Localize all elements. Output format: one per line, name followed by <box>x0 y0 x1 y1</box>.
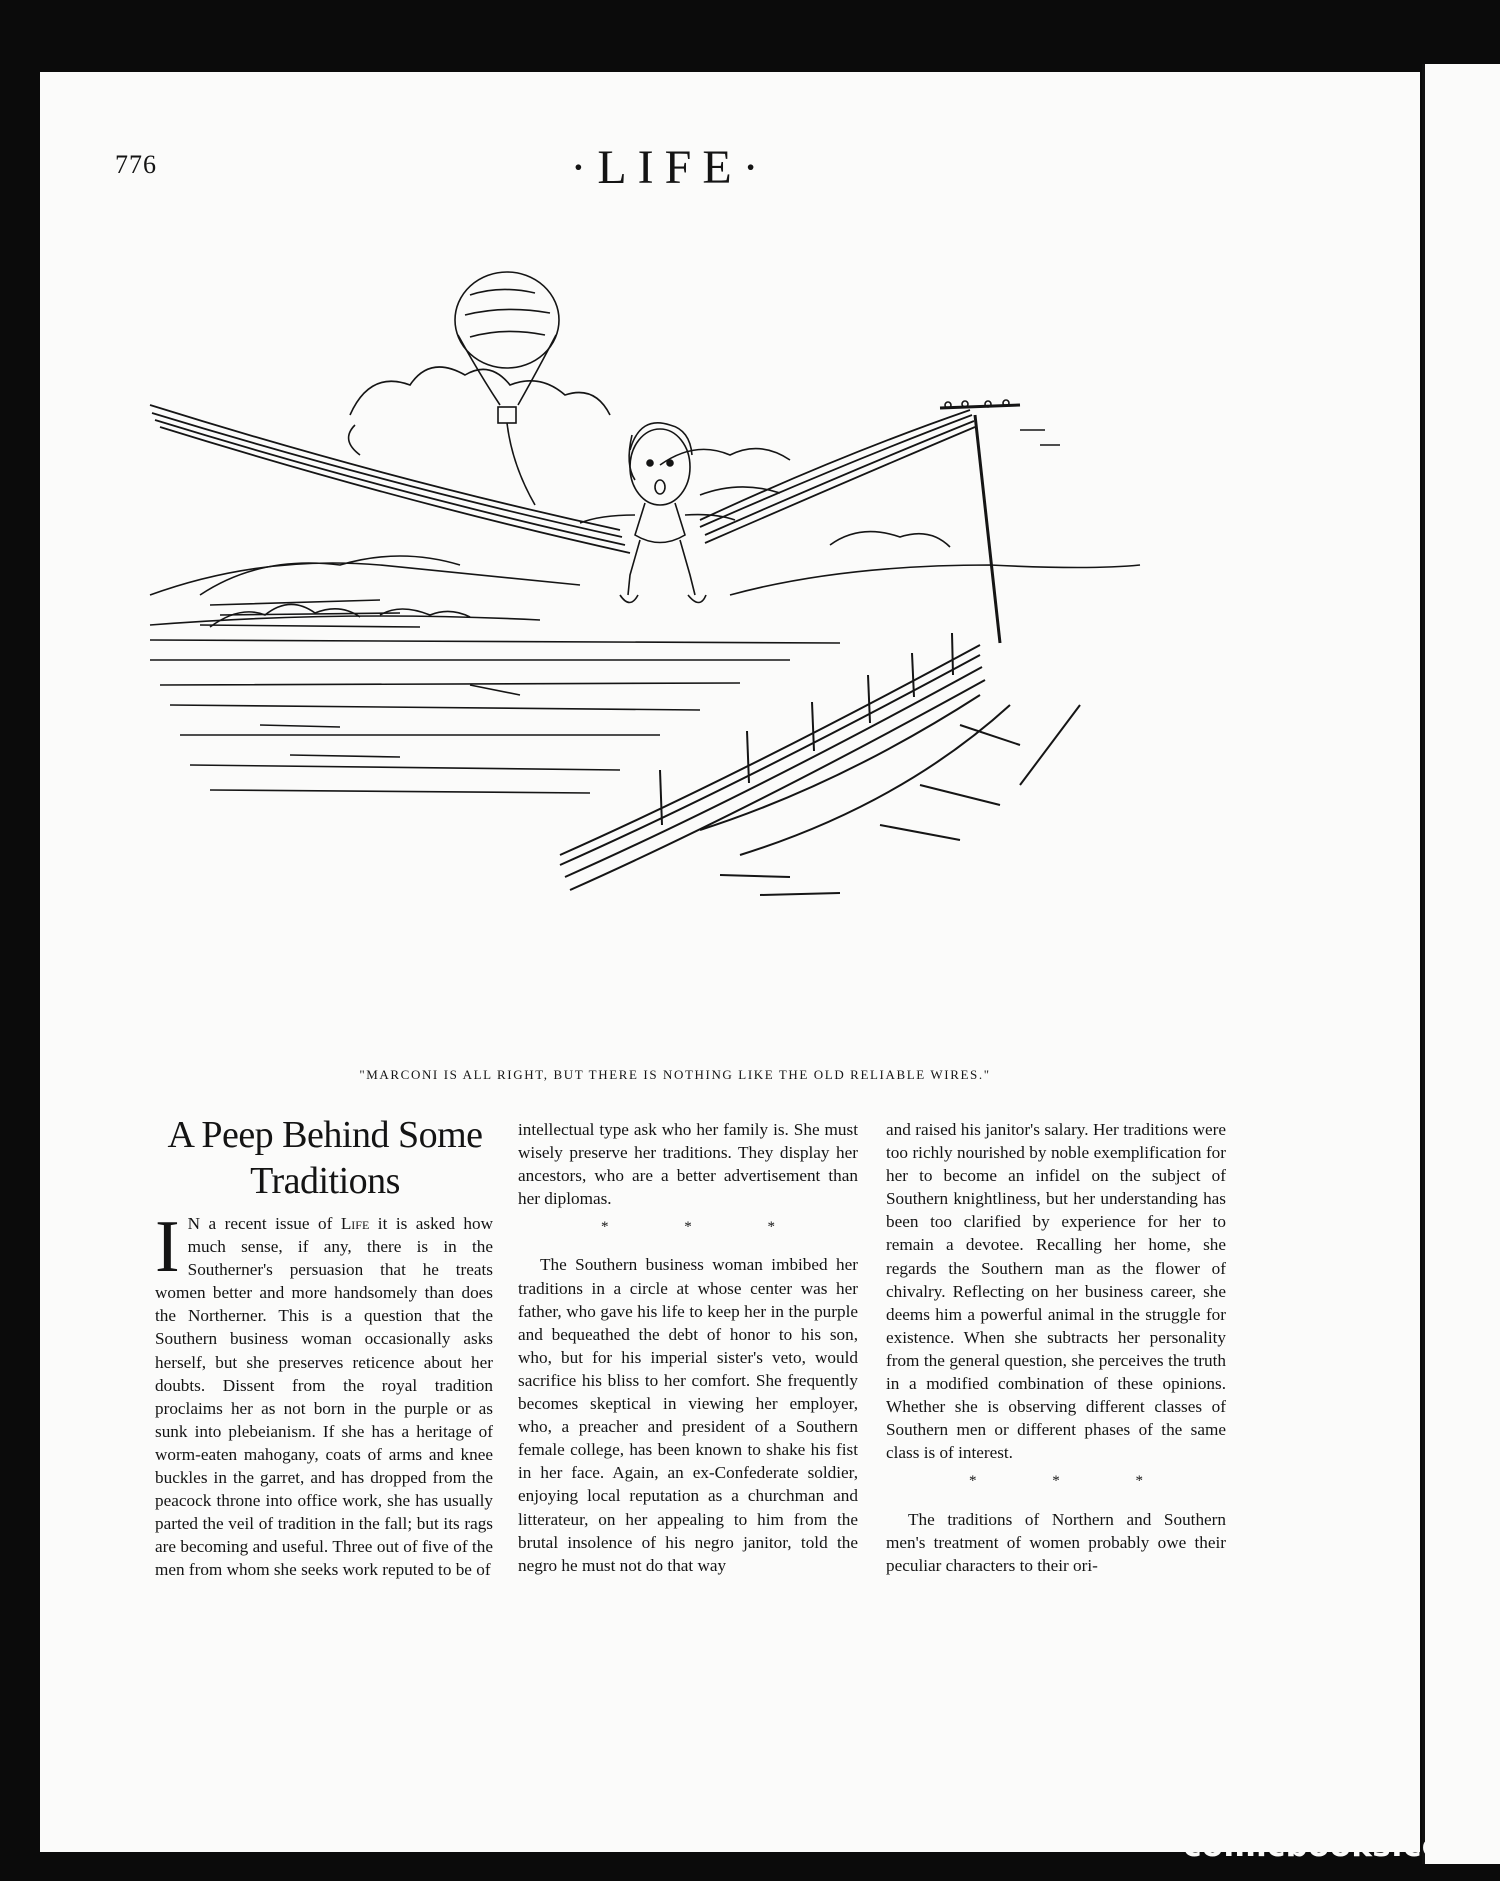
landscape-drawing <box>150 563 1140 793</box>
article-paragraph: intellectual type ask who her family is. She must wisely preserve her traditions. They display her ancestors, who are a better advertisement than her diplomas. <box>518 1120 858 1209</box>
article-paragraph: and raised his janitor's salary. Her traditions were too richly nourished by noble exemplification for her to become an infidel on the subject of Southern knightliness, but her understanding has been too clarified by experience for her to remain a devotee. Recalling her home, she regards the Southern man as the flower of chivalry. Reflecting on her business career, she deems him a powerful animal in the struggle for existence. When she subtracts her personality from the general question, she perceives the truth in a modified combination of these opinions. Whether she is observing different classes of Southern men or different phases of the same class is of interest. <box>886 1120 1226 1463</box>
clouds-drawing <box>200 367 1060 627</box>
site-watermark: comicbooks.com <box>1183 1828 1476 1864</box>
masthead-title: ·LIFE· <box>570 141 770 194</box>
balloon-drawing <box>455 272 559 505</box>
adjacent-page-edge <box>1422 64 1500 1864</box>
fence-drawing <box>560 633 1080 895</box>
telegraph-wires <box>150 405 975 553</box>
article-paragraph: The traditions of Northern and Southern men's treatment of women probably owe their peculiar characters to their ori- <box>886 1509 1226 1575</box>
cartoon-illustration <box>140 265 1210 1065</box>
article-headline: A Peep Behind Some Traditions <box>167 1114 483 1202</box>
article-paragraph <box>155 1206 494 1582</box>
article-column-2 <box>518 1118 858 1577</box>
text-run: N a recent issue of <box>187 1214 341 1233</box>
article-paragraph: The Southern business woman imbibed her traditions in a circle at whose center was her father, who gave his life to keep her in the purple and bequeathed the debt of honor to his son, who, but for his imperial sister's veto, would sacrifice his bliss to her comfort. She frequently becomes skeptical in viewing her employer, who, a preacher and president of a Southern female college, has been known to shake his fist in her face. Again, an ex-Confederate soldier, enjoying local reputation as a churchman and litterateur, on her appealing to him from the brutal insolence of his negro janitor, told the negro he must not do that way <box>518 1255 858 1575</box>
article-column-1 <box>155 1206 494 1582</box>
text-run: it is asked how much sense, if any, there is in the Southerner's persuasion that he treats women better and more handsomely than does the Northerner. This is a question that the Southern business woman occasionally asks herself, but she preserves reticence about her doubts. Dissent from the royal tradition proclaims her as not born in the purple or as sunk into plebeianism. If she has a heritage of worm-eaten mahogany, coats of arms and knee buckles in the garret, and has dropped from the peacock throne into office work, she has usually parted the veil of tradition in the fall; but its rags are becoming and useful. Three out of five of the men from whom she seeks work reputed to be of <box>155 1214 494 1580</box>
article-column-3 <box>886 1118 1226 1577</box>
magazine-name-inline: Life <box>340 1214 370 1233</box>
section-divider: * * * <box>601 1219 811 1236</box>
illustration-caption: "MARCONI IS ALL RIGHT, BUT THERE IS NOTHING LIKE THE OLD RELIABLE WIRES." <box>359 1067 991 1082</box>
section-divider: * * * <box>969 1473 1179 1490</box>
page-number: 776 <box>115 150 157 179</box>
drop-cap: I <box>155 1206 180 1288</box>
